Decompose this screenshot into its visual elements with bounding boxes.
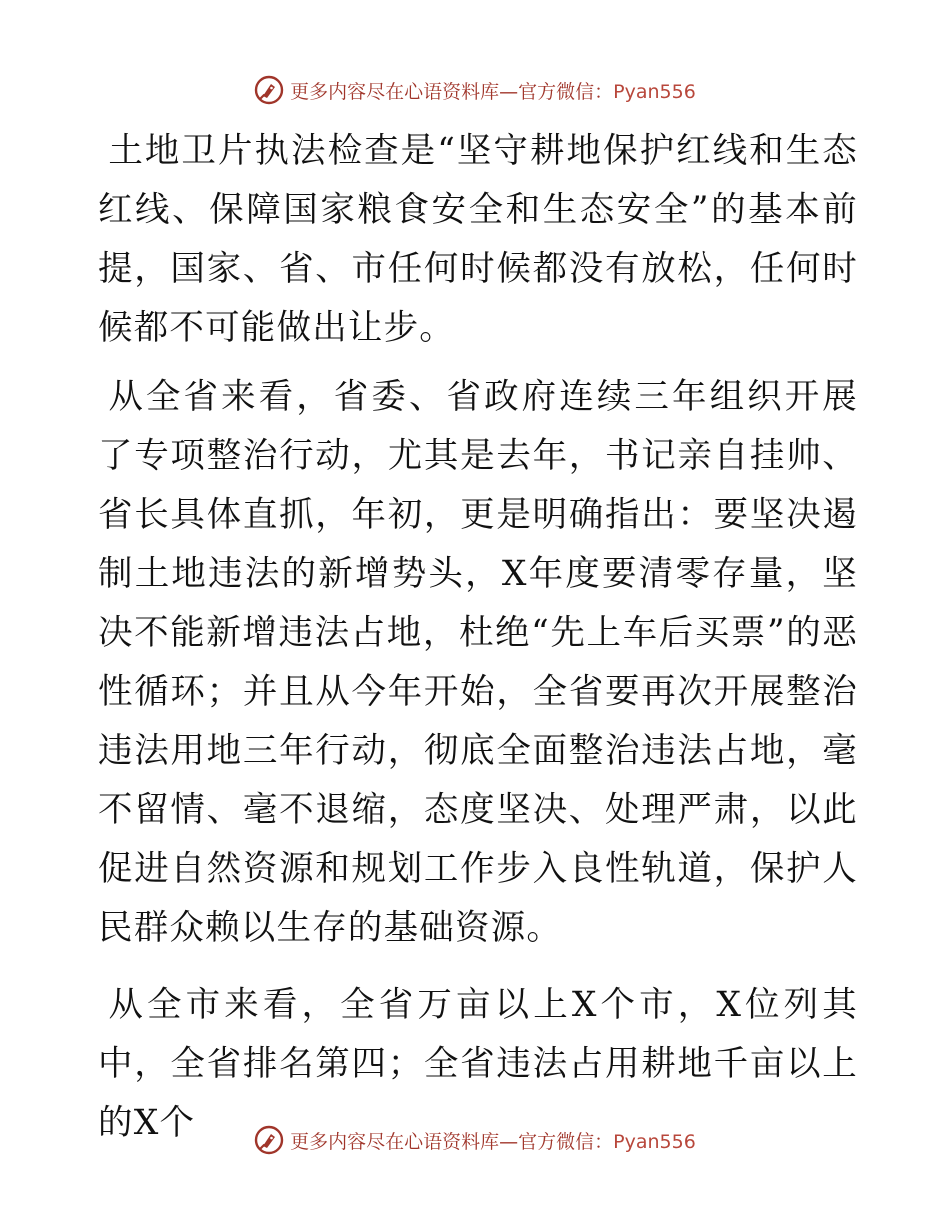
watermark-text — [290, 77, 696, 104]
paragraph-3: 从全市来看，全省万亩以上X个市，X位列其中，全省排名第四；全省违法占用耕地千亩以上的X个 — [98, 985, 858, 1143]
paragraph-2: 从全省来看，省委、省政府连续三年组织开展了专项整治行动，尤其是去年，书记亲自挂帅、省长具体直抓，年初，更是明确指出：要坚决遏制土地违法的新增势头，X年度要清零存量，坚决不能新增违法占地，杜绝“先上车后买票”的恶性循环；并且从今年开始，全省要再次开展整治违法用地三年行动，彻底全面整治违法占地，毫不留情、毫不退缩，态度坚决、处理严肃，以此促进自然资源和规划工作步入良性轨道，保护人民群众赖以生存的基础资源。 — [98, 377, 858, 948]
watermark-text — [290, 1127, 696, 1154]
paragraph-1: 土地卫片执法检查是“坚守耕地保护红线和生态红线、保障国家粮食安全和生态安全”的基本前提，国家、省、市任何时候都没有放松，任何时候都不可能做出让步。 — [98, 131, 858, 348]
footer-watermark — [0, 1120, 950, 1160]
pen-nib-logo-icon — [254, 75, 284, 105]
watermark-account: Pyan556 — [613, 80, 696, 103]
pen-nib-logo-icon — [254, 1125, 284, 1155]
document-body — [98, 122, 858, 1153]
watermark-account: Pyan556 — [613, 1130, 696, 1153]
watermark-label: 更多内容尽在心语资料库—官方微信： — [290, 80, 614, 103]
watermark-label: 更多内容尽在心语资料库—官方微信： — [290, 1130, 614, 1153]
header-watermark — [0, 70, 950, 110]
